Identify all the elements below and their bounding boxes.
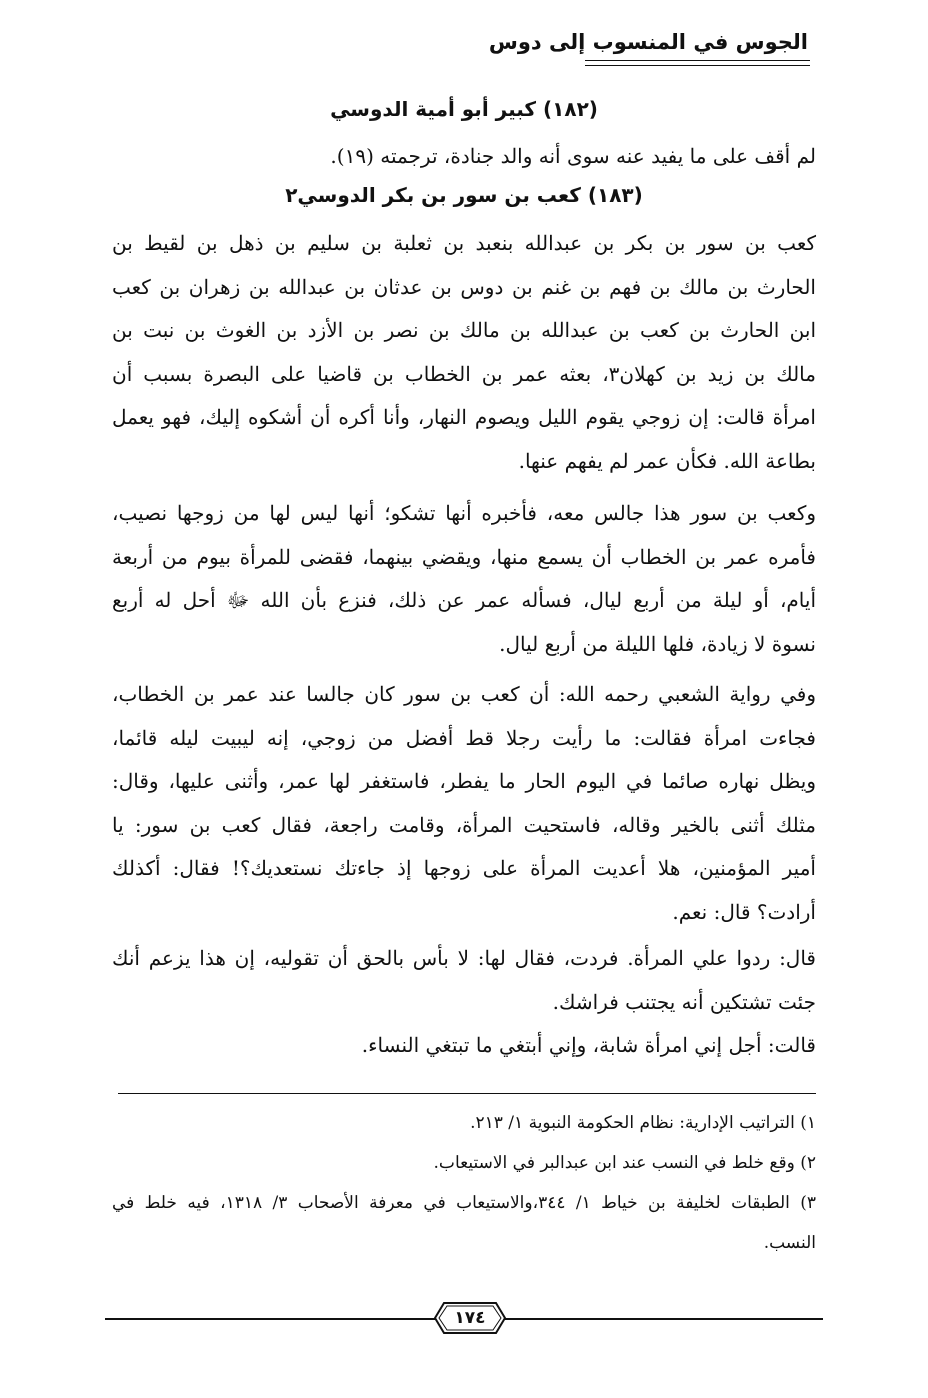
paragraph-line: مالك بن زيد بن كهلان٣، بعثه عمر بن الخطاب بن قاضيا على البصرة بسبب أن <box>112 361 816 386</box>
footnote-3-continued: النسب. <box>763 1233 816 1253</box>
footnote-1: ١) التراتيب الإدارية: نظام الحكومة النبوية ١/ ٢١٣. <box>470 1113 816 1133</box>
paragraph-line: وكعب بن سور هذا جالس معه، فأخبره أنها تشكو؛ أنها ليس لها من زوجها نصيب، <box>112 501 816 525</box>
paragraph-return-woman <box>112 937 816 1024</box>
page-number-frame <box>434 1302 506 1334</box>
footnote-separator <box>118 1093 816 1094</box>
page-number-rule-right <box>505 1318 823 1320</box>
paragraph-line: بطاعة الله. فكأن عمر لم يفهم عنها. <box>518 448 816 473</box>
paragraph-line: أمير المؤمنين، هلا أعديت المرأة على زوجها إذ جاءتك نستعديك؟! فقال: أكذلك <box>112 856 816 880</box>
paragraph-line: أرادت؟ قال: نعم. <box>672 899 816 924</box>
footnote-2: ٢) وقع خلط في النسب عند ابن عبدالبر في الاستيعاب. <box>433 1153 816 1173</box>
paragraph-line: قالت: أجل إني امرأة شابة، وإني أبتغي ما تبتغي النساء. <box>361 1033 816 1057</box>
paragraph-line: فجاءت امرأة فقالت: ما رأيت رجلا قط أفضل من زوجي، إنه ليبيت ليله قائما، <box>112 725 816 750</box>
paragraph-line: الحارث بن مالك بن فهم بن غنم بن دوس بن عدثان بن عبدالله بن زهران بن كعب <box>112 274 816 299</box>
paragraph-lineage <box>112 222 816 483</box>
paragraph-shabi-narration <box>112 673 816 934</box>
page-number: ١٧٤ <box>454 1308 486 1328</box>
paragraph-line: ويظل نهاره صائما في اليوم الحار ما يفطر، فاستغفر لها عمر، وأثنى عليها، وقال: <box>112 769 816 793</box>
entry-heading-183: (١٨٣) كعب بن سور بن بكر الدوسي٢ <box>285 183 643 207</box>
entry-heading-182: (١٨٢) كبير أبو أمية الدوسي <box>330 97 598 121</box>
paragraph-line: كعب بن سور بن بكر بن عبدالله بنعبد بن ثعلبة بن سليم بن ذهل بن لقيط بن <box>112 231 816 255</box>
paragraph-line: ابن الحارث بن كعب بن عبدالله بن مالك بن نصر بن الأزد بن الغوث بن نبت بن <box>112 318 816 342</box>
paragraph-line: نسوة لا زيادة، فلها الليلة من أربع ليال. <box>499 631 816 656</box>
page-number-rule-left <box>105 1318 435 1320</box>
paragraph-line: امرأة قالت: إن زوجي يقوم الليل ويصوم النهار، وأنا أكره أن أشكوه إليك، فهو يعمل <box>112 405 816 429</box>
paragraph-line: جئت تشتكين أنه يجتنب فراشك. <box>552 989 816 1014</box>
entry-182-text <box>112 135 816 179</box>
paragraph-line: أيام، أو ليلة من أربع ليال، فسأله عمر عن ذلك، فنزع بأن الله ﷻ أحل له أربع <box>112 588 816 612</box>
paragraph-line: فأمره عمر بن الخطاب أن يسمع منها، ويقضي بينهما، فقضى للمرأة بيوم من أربعة <box>112 544 816 569</box>
footnote-3: ٣) الطبقات لخليفة بن خياط ١/ ٣٤٤،والاستيعاب في معرفة الأصحاب ٣/ ١٣١٨، فيه خلط في <box>112 1193 817 1213</box>
running-header-title: الجوس في المنسوب إلى دوس <box>488 30 808 54</box>
paragraph-reply <box>112 1024 816 1068</box>
paragraph-judgment <box>112 492 816 666</box>
footnotes <box>112 1103 816 1263</box>
paragraph-line: مثلك أثنى بالخير وقاله، فاستحيت المرأة، وقامت راجعة، فقال كعب بن سور: يا <box>112 812 816 837</box>
paragraph-line: وفي رواية الشعبي رحمه الله: أن كعب بن سور كان جالسا عند عمر بن الخطاب، <box>112 682 816 706</box>
paragraph-line: قال: ردوا علي المرأة. فردت، فقال لها: لا بأس بالحق أن تقوليه، إن هذا يزعم أنك <box>112 946 816 970</box>
paragraph-line: لم أقف على ما يفيد عنه سوى أنه والد جنادة، ترجمته (١٩). <box>330 144 816 168</box>
header-rule-double <box>585 65 810 66</box>
header-rule <box>585 60 810 61</box>
